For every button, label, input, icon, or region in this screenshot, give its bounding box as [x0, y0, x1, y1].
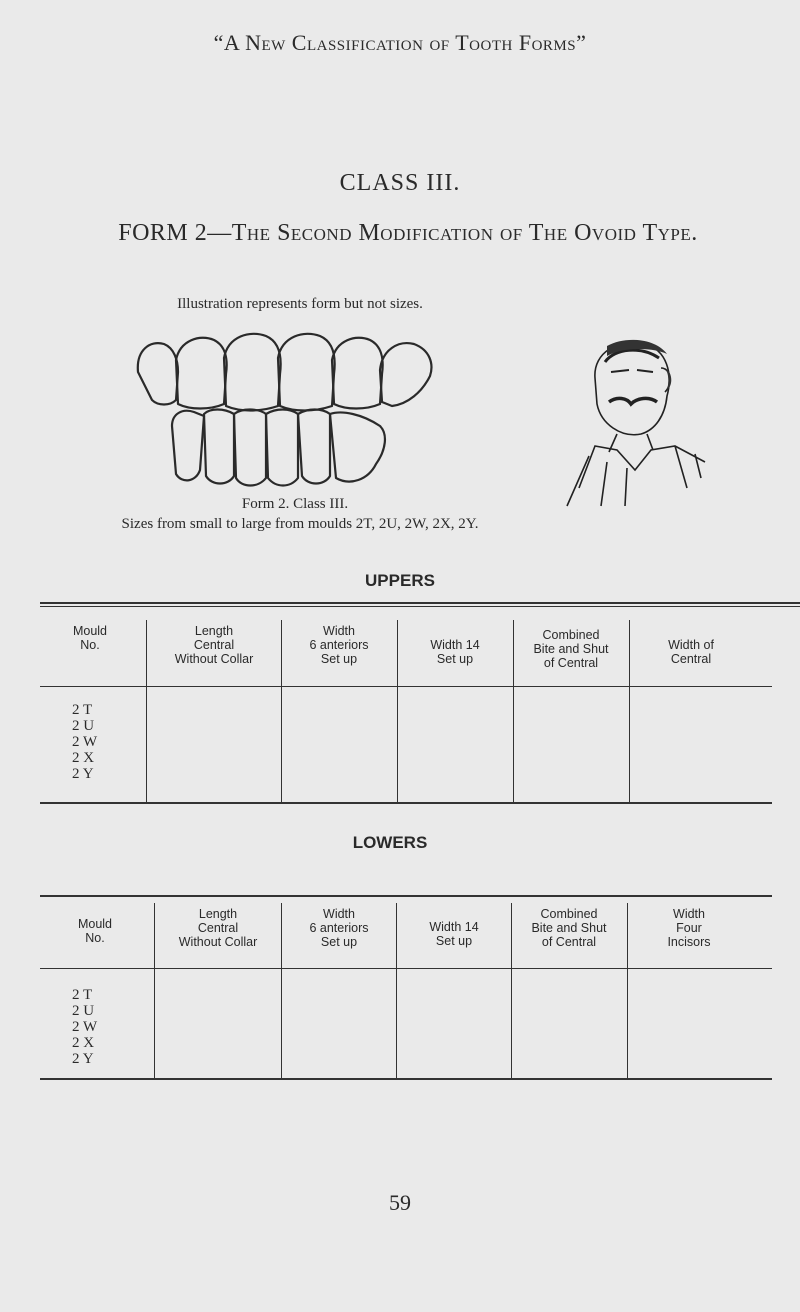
lowers-col-divider — [511, 903, 512, 1078]
uppers-bottom-rule — [40, 802, 772, 804]
header-line: Length — [194, 624, 234, 638]
uppers-header-width14 — [399, 638, 511, 666]
lowers-bottom-rule — [40, 1078, 772, 1080]
header-line: Mould — [72, 624, 108, 638]
upper-central-left-1 — [176, 338, 227, 409]
portrait-illustration — [555, 338, 715, 508]
uppers-col-divider — [629, 620, 630, 802]
class-title: CLASS III. — [339, 170, 461, 196]
lowers-mould-list — [72, 987, 97, 1067]
lower-tooth-6 — [330, 413, 385, 482]
running-title: “A New Classification of Tooth Forms” — [213, 30, 587, 55]
header-line: 6 anteriors — [309, 921, 369, 935]
figure-note: Illustration represents form but not sizes. — [177, 296, 423, 312]
lowers-table — [40, 895, 800, 1085]
mould-number: 2 U — [72, 1003, 95, 1019]
header-line: 6 anteriors — [309, 638, 369, 652]
header-line: Set up — [320, 935, 358, 949]
mould-number: 2 W — [72, 734, 98, 750]
header-line: Set up — [320, 652, 358, 666]
mould-number: 2 T — [72, 702, 93, 718]
mould-number: 2 X — [72, 750, 95, 766]
uppers-top-rule — [40, 602, 800, 604]
uppers-top-rule-inner — [40, 606, 800, 607]
upper-central-left-2 — [224, 334, 281, 411]
header-line: Central — [193, 638, 235, 652]
header-line: Central — [670, 652, 712, 666]
header-line: No. — [80, 638, 100, 652]
header-line: Without Collar — [174, 652, 254, 666]
lowers-header-width14 — [398, 920, 510, 948]
header-line: Set up — [435, 934, 473, 948]
uppers-col-divider — [513, 620, 514, 802]
mould-number: 2 X — [72, 1035, 95, 1051]
lowers-title: LOWERS — [352, 833, 428, 852]
lowers-top-rule — [40, 895, 772, 897]
uppers-header-width-central — [631, 638, 751, 666]
header-line: Four — [676, 921, 702, 935]
uppers-header-combined — [515, 628, 627, 670]
uppers-header-mould — [50, 624, 130, 652]
lower-tooth-1 — [172, 411, 204, 481]
lowers-header-width-four — [629, 907, 749, 949]
lower-tooth-3 — [234, 410, 266, 486]
lowers-col-divider — [627, 903, 628, 1078]
header-line: Central — [197, 921, 239, 935]
figure-sizes-line: Sizes from small to large from moulds 2T, 2U, 2W, 2X, 2Y. — [121, 516, 479, 532]
header-line: Width of — [668, 638, 714, 652]
form-title: FORM 2—The Second Modification of The Ovoid Type. — [118, 220, 698, 246]
header-line: Combined — [540, 907, 598, 921]
header-line: of Central — [541, 935, 597, 949]
header-line: of Central — [543, 656, 599, 670]
header-line: Incisors — [667, 935, 711, 949]
mould-number: 2 Y — [72, 766, 94, 782]
lowers-header-mould — [50, 917, 140, 945]
lower-tooth-2 — [204, 410, 234, 484]
uppers-header-length — [148, 624, 280, 666]
lowers-header-combined — [513, 907, 625, 949]
figure-caption: Form 2. Class III. — [241, 496, 349, 512]
header-line: Set up — [436, 652, 474, 666]
lower-tooth-4 — [266, 410, 298, 486]
header-line: Without Collar — [178, 935, 258, 949]
uppers-col-divider — [281, 620, 282, 802]
header-line: Width — [323, 907, 355, 921]
uppers-table — [40, 602, 800, 807]
uppers-header-rule — [40, 686, 772, 687]
lower-tooth-5 — [298, 410, 330, 484]
uppers-col-divider — [397, 620, 398, 802]
header-line: Width 14 — [429, 920, 479, 934]
mould-number: 2 W — [72, 1019, 98, 1035]
header-line: Width 14 — [430, 638, 480, 652]
teeth-form-illustration — [130, 330, 460, 490]
lowers-col-divider — [154, 903, 155, 1078]
lowers-col-divider — [396, 903, 397, 1078]
header-line: Bite and Shut — [531, 921, 607, 935]
lowers-header-length — [156, 907, 280, 949]
uppers-title: UPPERS — [365, 571, 435, 590]
header-line: No. — [85, 931, 105, 945]
uppers-mould-list — [72, 702, 97, 782]
upper-central-right-1 — [332, 338, 383, 409]
header-line: Bite and Shut — [533, 642, 609, 656]
upper-central-right-2 — [278, 334, 335, 411]
mould-number: 2 T — [72, 987, 93, 1003]
mould-number: 2 Y — [72, 1051, 94, 1067]
header-line: Length — [198, 907, 238, 921]
header-line: Width — [323, 624, 355, 638]
upper-lateral-right — [380, 343, 431, 406]
uppers-header-width6 — [283, 624, 395, 666]
uppers-col-divider — [146, 620, 147, 802]
header-line: Combined — [542, 628, 600, 642]
lowers-header-width6 — [283, 907, 395, 949]
mould-number: 2 U — [72, 718, 95, 734]
lowers-header-rule — [40, 968, 772, 969]
upper-lateral-left — [138, 343, 178, 404]
header-line: Mould — [77, 917, 113, 931]
lowers-col-divider — [281, 903, 282, 1078]
header-line: Width — [673, 907, 705, 921]
page-number: 59 — [389, 1190, 411, 1215]
